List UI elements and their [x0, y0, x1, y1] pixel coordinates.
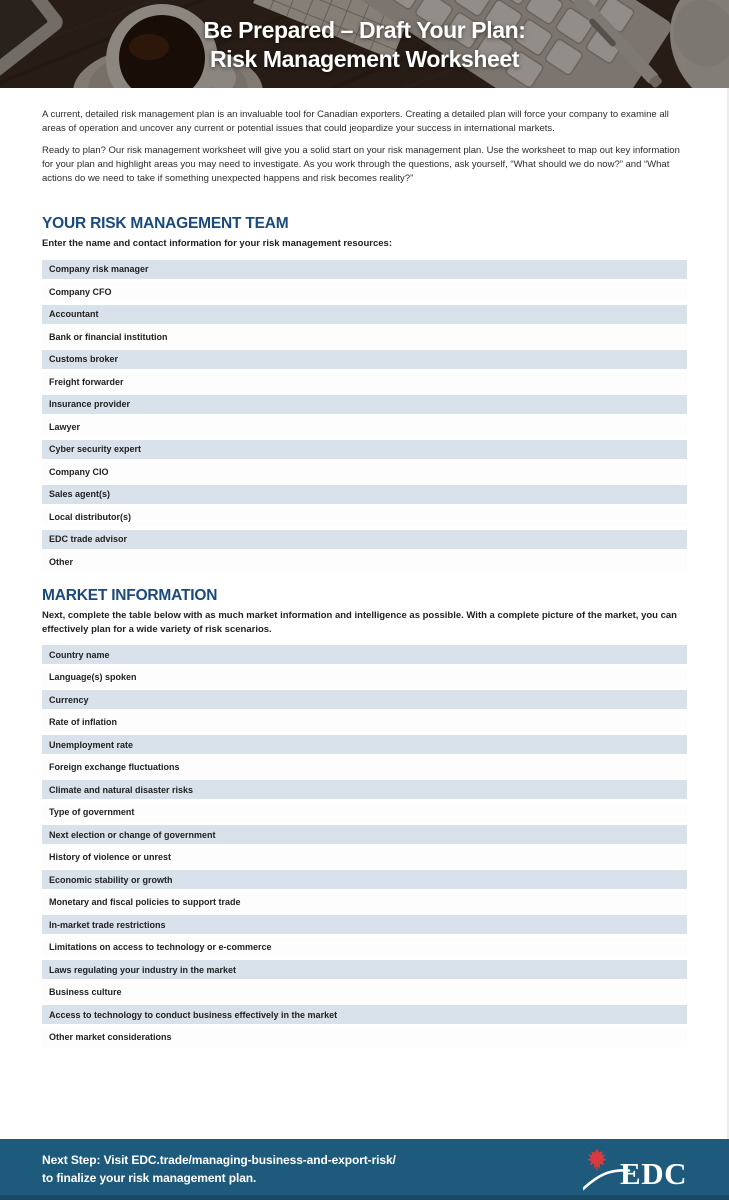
row-label: Company CFO [49, 286, 112, 297]
row-label: Local distributor(s) [49, 511, 132, 522]
worksheet-row [42, 780, 687, 799]
footer-line2: to finalize your risk management plan. [42, 1170, 257, 1185]
worksheet-row [42, 462, 687, 481]
worksheet-row [42, 1028, 687, 1047]
header-banner [0, 0, 729, 88]
row-label: History of violence or unrest [49, 852, 172, 862]
row-label: Next election or change of government [49, 829, 216, 840]
section-risk-management-team [42, 215, 687, 571]
worksheet-row [42, 848, 687, 867]
worksheet-row [42, 690, 687, 709]
section-heading: YOUR RISK MANAGEMENT TEAM [42, 215, 289, 232]
page-title-line2: Risk Management Worksheet [209, 46, 520, 72]
row-label: Access to technology to conduct business effectively in the market [49, 1009, 338, 1020]
maple-leaf-icon [587, 1148, 606, 1170]
row-label: Economic stability or growth [49, 874, 173, 885]
worksheet-row [42, 350, 687, 369]
page-title [0, 0, 729, 88]
row-label: Lawyer [49, 421, 81, 432]
worksheet-row [42, 713, 687, 732]
row-label: Freight forwarder [49, 376, 124, 387]
row-label: Currency [49, 694, 89, 705]
worksheet-row [42, 960, 687, 979]
worksheet-row [42, 440, 687, 459]
worksheet-row [42, 938, 687, 957]
row-label: Insurance provider [49, 399, 131, 409]
row-label: Laws regulating your industry in the market [49, 964, 237, 975]
row-label: Bank or financial institution [49, 331, 168, 342]
worksheet-row [42, 893, 687, 912]
row-label: Type of government [49, 807, 135, 817]
worksheet-row [42, 915, 687, 934]
row-label: Accountant [49, 309, 99, 319]
worksheet-row [42, 530, 687, 549]
row-label: Limitations on access to technology or e-commerce [49, 942, 272, 952]
edc-logo [583, 1147, 687, 1193]
worksheet-row [42, 983, 687, 1002]
worksheet-row [42, 803, 687, 822]
worksheet-row [42, 327, 687, 346]
section-subtitle: Enter the name and contact information for your risk management resources: [42, 238, 392, 249]
footer-banner [0, 1139, 729, 1200]
row-label: In-market trade restrictions [49, 919, 166, 930]
row-label: Cyber security expert [49, 444, 142, 454]
row-label: Unemployment rate [49, 739, 134, 750]
worksheet-row [42, 507, 687, 526]
worksheet-table-team [42, 260, 687, 572]
worksheet-row [42, 1005, 687, 1024]
page-title-line1: Be Prepared – Draft Your Plan: [203, 17, 526, 43]
worksheet-row [42, 758, 687, 777]
row-label: Customs broker [49, 354, 119, 364]
footer-line1: Next Step: Visit EDC.trade/managing-business-and-export-risk/ [42, 1153, 396, 1167]
worksheet-row [42, 645, 687, 664]
worksheet-row [42, 282, 687, 301]
intro-paragraph-2: Ready to plan? Our risk management worksheet will give you a solid start on your risk management plan. Use the worksheet to map out key information for your plan and highlight areas you may need to investigate. As you work through the questions, ask yourself, “What should we do now?” and “What actions do we need to take if something unexpected happens and risk becomes reality?” [42, 145, 680, 184]
row-label: Country name [49, 649, 110, 660]
worksheet-row [42, 485, 687, 504]
row-label: Company CIO [49, 466, 109, 477]
row-label: EDC trade advisor [49, 534, 128, 544]
row-label: Climate and natural disaster risks [49, 784, 194, 795]
row-label: Monetary and fiscal policies to support trade [49, 897, 241, 907]
worksheet-row [42, 417, 687, 436]
worksheet-row [42, 395, 687, 414]
worksheet-row [42, 305, 687, 324]
worksheet-row [42, 668, 687, 687]
row-label: Business culture [49, 987, 122, 997]
row-label: Other [49, 556, 74, 567]
row-label: Other market considerations [49, 1032, 172, 1042]
worksheet-row [42, 552, 687, 571]
row-label: Foreign exchange fluctuations [49, 762, 180, 772]
document-body [0, 108, 729, 1047]
worksheet-row [42, 260, 687, 279]
row-label: Sales agent(s) [49, 489, 111, 499]
row-label: Company risk manager [49, 264, 149, 274]
section-market-information [42, 587, 687, 1047]
footer-next-step [42, 1152, 396, 1187]
row-label: Language(s) spoken [49, 672, 137, 682]
worksheet-row [42, 735, 687, 754]
intro-text [42, 108, 687, 186]
intro-paragraph-1: A current, detailed risk management plan is an invaluable tool for Canadian exporters. Creating a detailed plan will force your company to examine all areas of operation and uncover any current or potential issues that could jeopardize your success in international markets. [42, 109, 669, 134]
worksheet-table-market [42, 645, 687, 1047]
section-subtitle: Next, complete the table below with as much market information and intelligence as possible. With a complete picture of the market, you can effectively plan for a wide variety of risk scenarios. [42, 610, 677, 635]
row-label: Rate of inflation [49, 717, 117, 727]
section-heading: MARKET INFORMATION [42, 587, 218, 604]
worksheet-row [42, 372, 687, 391]
worksheet-row [42, 870, 687, 889]
worksheet-row [42, 825, 687, 844]
edc-logo-text: EDC [620, 1155, 687, 1191]
